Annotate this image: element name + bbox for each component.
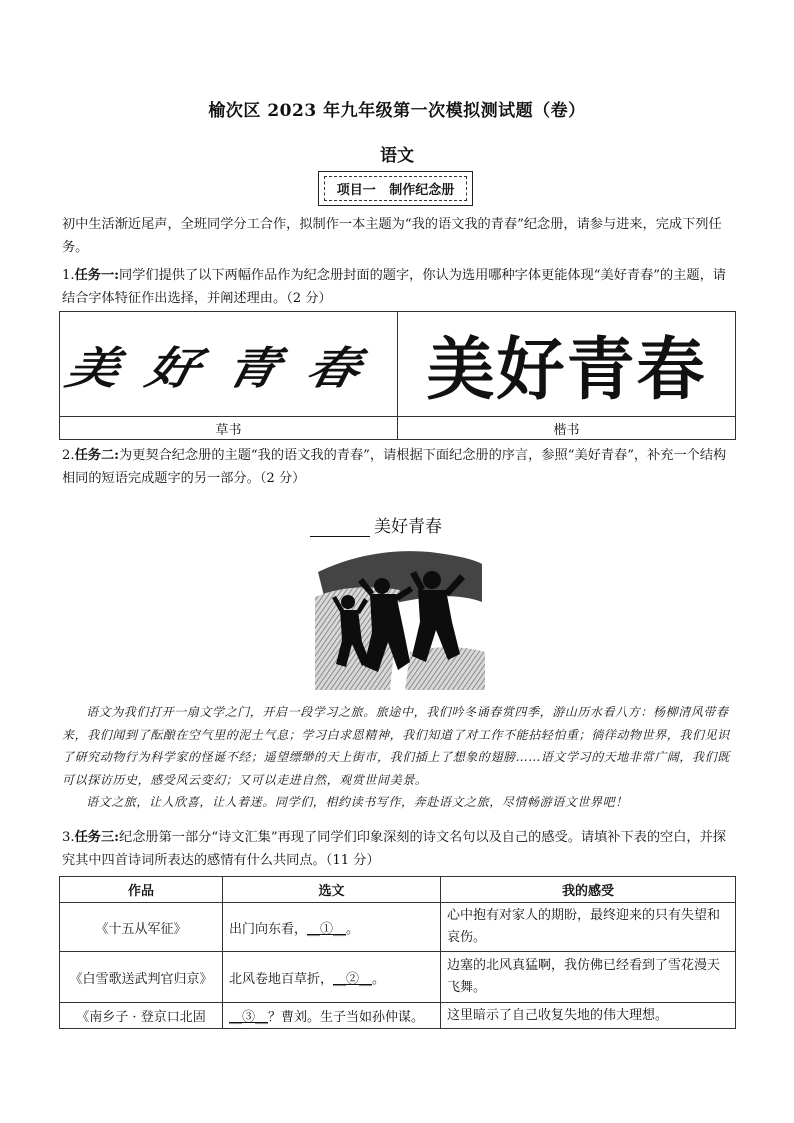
task1-number: 1.: [62, 268, 75, 283]
regular-calligraphy-cell: [398, 312, 736, 417]
cover-title-text: 美好青春: [374, 517, 442, 537]
header-work: 作品: [60, 877, 223, 903]
task2-text: 为更契合纪念册的主题“我的语文我的青春”，请根据下面纪念册的序言，参照“美好青春”，补充一个结构相同的短语完成题字的另一部分。（2 分）: [62, 448, 727, 486]
preface-paragraph-1: 语文为我们打开一扇文学之门，开启一段学习之旅。旅途中，我们吟冬诵春赏四季，游山历水看八方：杨柳清风带春来，我们闻到了酝酿在空气里的泥土气息；学习白求恩精神，我们知道了对工作不能拈轻怕重；徜徉动物世界，我们见识了研究动物行为科学家的怪诞不经；遥望缥缈的天上街市，我们插上了想象的翅膀……语文学习的天地非常广阔，我们既可以探访历史，感受风云变幻；又可以走进自然，观赏世间美景。: [62, 705, 730, 787]
table-row: [60, 1003, 736, 1029]
task3-number: 3.: [62, 830, 75, 845]
jumping-silhouette-image: [310, 502, 485, 692]
task3-question: [62, 826, 738, 872]
feeling-cell: 这里暗示了自己收复失地的伟大理想。: [441, 1003, 736, 1029]
work-cell: 《十五从军征》: [60, 903, 223, 952]
task2-number: 2.: [62, 448, 75, 463]
intro-paragraph: [62, 213, 738, 259]
header-line: 选文: [223, 877, 441, 903]
memorial-cover-illustration: [310, 502, 485, 692]
task1-name: 任务一:: [74, 268, 120, 283]
project-label: 项目一 制作纪念册: [324, 176, 467, 201]
work-cell: 《白雪歌送武判官归京》: [60, 952, 223, 1003]
answer-blank[interactable]: __①__: [307, 921, 347, 937]
project-label-box: [318, 171, 473, 206]
calligraphy-table: [59, 311, 736, 440]
task2-question: [62, 444, 738, 490]
regular-caption: 楷书: [398, 417, 736, 440]
table-row: [60, 903, 736, 952]
preface-paragraph-2: 语文之旅，让人欣喜，让人着迷。同学们，相约读书写作，奔赴语文之旅，尽情畅游语文世界吧！: [86, 795, 628, 809]
cursive-calligraphy-image: 美好青春: [62, 342, 394, 395]
task1-question: [62, 264, 738, 310]
line-cell: 北风卷地百草折，__②__。: [223, 952, 441, 1003]
poetry-table: [59, 876, 736, 1029]
feeling-cell: 边塞的北风真猛啊，我仿佛已经看到了雪花漫天飞舞。: [441, 952, 736, 1003]
line-cell: __③__？曹刘。生子当如孙仲谋。: [223, 1003, 441, 1029]
poetry-table-header: [60, 877, 736, 903]
page-title: 榆次区 2023 年九年级第一次模拟测试题（卷）: [208, 101, 586, 121]
intro-text: 初中生活渐近尾声，全班同学分工合作，拟制作一本主题为“我的语文我的青春”纪念册，请参与进来，完成下列任务。: [62, 217, 722, 255]
feeling-cell: 心中抱有对家人的期盼，最终迎来的只有失望和哀伤。: [441, 903, 736, 952]
task3-text: 纪念册第一部分“诗文汇集”再现了同学们印象深刻的诗文名句以及自己的感受。请填补下表的空白，并探究其中四首诗词所表达的感情有什么共同点。（11 分）: [62, 830, 726, 868]
task1-text: 同学们提供了以下两幅作品作为纪念册封面的题字，你认为选用哪种字体更能体现“美好青春”的主题，请结合字体特征作出选择，并阐述理由。（2 分）: [62, 268, 726, 306]
cursive-caption: 草书: [60, 417, 398, 440]
work-cell: 《南乡子 · 登京口北固: [60, 1003, 223, 1029]
regular-calligraphy-image: 美好青春: [426, 329, 707, 410]
task3-name: 任务三:: [74, 830, 120, 845]
answer-blank[interactable]: __③__: [229, 1010, 269, 1025]
task2-name: 任务二:: [74, 448, 120, 463]
table-row: [60, 952, 736, 1003]
subject-title: 语文: [380, 146, 414, 166]
line-cell: 出门向东看，__①__。: [223, 903, 441, 952]
cursive-calligraphy-cell: [60, 312, 398, 417]
header-feeling: 我的感受: [441, 877, 736, 903]
memorial-preface: [62, 701, 738, 814]
answer-blank[interactable]: __②__: [333, 971, 373, 987]
